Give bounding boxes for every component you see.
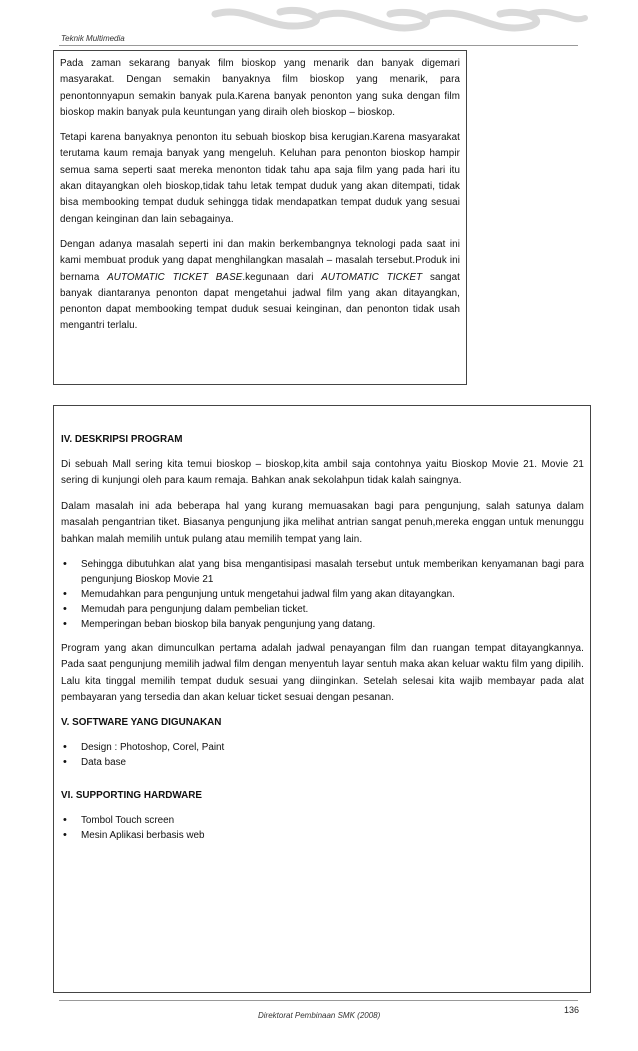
list-item: • Memudah para pengunjung dalam pembelian ticket. — [61, 602, 584, 617]
section-heading-software: V. SOFTWARE YANG DIGUNAKAN — [61, 716, 222, 728]
intro-box — [53, 50, 467, 385]
product-name: AUTOMATIC TICKET BASE — [107, 271, 243, 283]
program-paragraph-2: Dalam masalah ini ada beberapa hal yang kurang memuasakan bagi para pengunjung, salah satunya dalam masalah pengantrian tiket. Biasanya pengunjung jika melihat antrian sangat penuh,mereka enggan untuk menunggu bahkan malah memilih untuk pulang atau memilih tempat yang lain. — [61, 500, 584, 545]
list-item: • Design : Photoshop, Corel, Paint — [61, 740, 584, 755]
list-item: • Sehingga dibutuhkan alat yang bisa mengantisipasi masalah tersebut untuk memberikan kenyamanan bagi para pengunjung Bioskop Movie 21 — [61, 557, 584, 587]
list-item: • Data base — [61, 755, 584, 770]
header-title: Teknik Multimedia — [61, 34, 125, 43]
list-item: • Tombol Touch screen — [61, 813, 584, 828]
intro-text-b: .kegunaan dari — [242, 271, 322, 283]
header-divider — [59, 45, 578, 46]
intro-text-a: Dengan adanya masalah seperti ini dan makin berkembangnya teknologi pada saat ini kami membuat produk yang dapat menghilangkan masalah – masalah tersebut.Produk ini bernama — [60, 238, 460, 283]
header-wave-decoration — [210, 4, 590, 44]
list-item: • Mesin Aplikasi berbasis web — [61, 828, 584, 843]
list-item: • Memperingan beban bioskop bila banyak pengunjung yang datang. — [61, 617, 584, 632]
footer-divider — [59, 1000, 578, 1001]
intro-paragraph-2: Tetapi karena banyaknya penonton itu sebuah bioskop bisa kerugian.Karena masyarakat terutama kaum remaja banyak yang mengeluh. Keluhan para penonton bioskop hampir semua sama seperti saat mereka menonton tidak tahu apa saja film yang pada hari itu akan ditayangkan oleh bioskop,tidak tahu letak tempat duduk yang akan ditempati, tidak bisa membooking tempat duduk sehingga tidak mendapatkan tempat duduk yang sesuai dengan keinginan dan lain sebagainya. — [60, 132, 460, 225]
page-number: 136 — [564, 1005, 580, 1015]
program-paragraph-3: Program yang akan dimunculkan pertama adalah jadwal penayangan film dan ruangan tempat ditayangkannya. Pada saat pengunjung memilih jadwal film dengan menyentuh layar sentuh maka akan keluar waktu film yang dipilih. Lalu kita tinggal memilih tempat duduk sesuai yang diinginkan. Setelah selesai kita wajib membayar pada alat pembayaran yang tersedia dan akan keluar ticket sesuai dengan pesanan. — [61, 643, 584, 704]
program-bullet-list — [61, 557, 584, 632]
section-heading-hardware: VI. SUPPORTING HARDWARE — [61, 789, 203, 801]
hardware-list — [61, 813, 584, 843]
product-name-short: AUTOMATIC TICKET — [321, 271, 423, 283]
list-item: • Memudahkan para pengunjung untuk mengetahui jadwal film yang akan ditayangkan. — [61, 587, 584, 602]
program-paragraph-1: Di sebuah Mall sering kita temui bioskop – bioskop,kita ambil saja contohnya yaitu Bioskop Movie 21. Movie 21 sering di kunjungi oleh para kaum remaja. Bahkan anak sekolahpun tidak kalah saingnya. — [61, 459, 584, 487]
intro-text-c: sangat banyak diantaranya penonton dapat mengetahui jadwal film yang akan ditayangkan, penonton dapat membooking tempat duduk sesuai keinginan, dan penonton tidak usah mengantri terlalu. — [60, 271, 460, 332]
section-heading-program: IV. DESKRIPSI PROGRAM — [61, 434, 183, 445]
program-box — [53, 405, 591, 993]
intro-paragraph-1: Pada zaman sekarang banyak film bioskop yang menarik dan banyak digemari masyarakat. Dengan semakin banyaknya film bioskop yang menarik, para penontonnyapun semakin banyak pula.Karena banyak penonton yang suka dengan film bioskop makin banyak pula keuntungan yang diraih oleh bioskop – bioskop. — [60, 58, 460, 118]
footer-text: Direktorat Pembinaan SMK (2008) — [258, 1011, 381, 1020]
software-list — [61, 740, 584, 770]
spacer — [61, 779, 584, 789]
intro-paragraph-3 — [60, 237, 460, 335]
